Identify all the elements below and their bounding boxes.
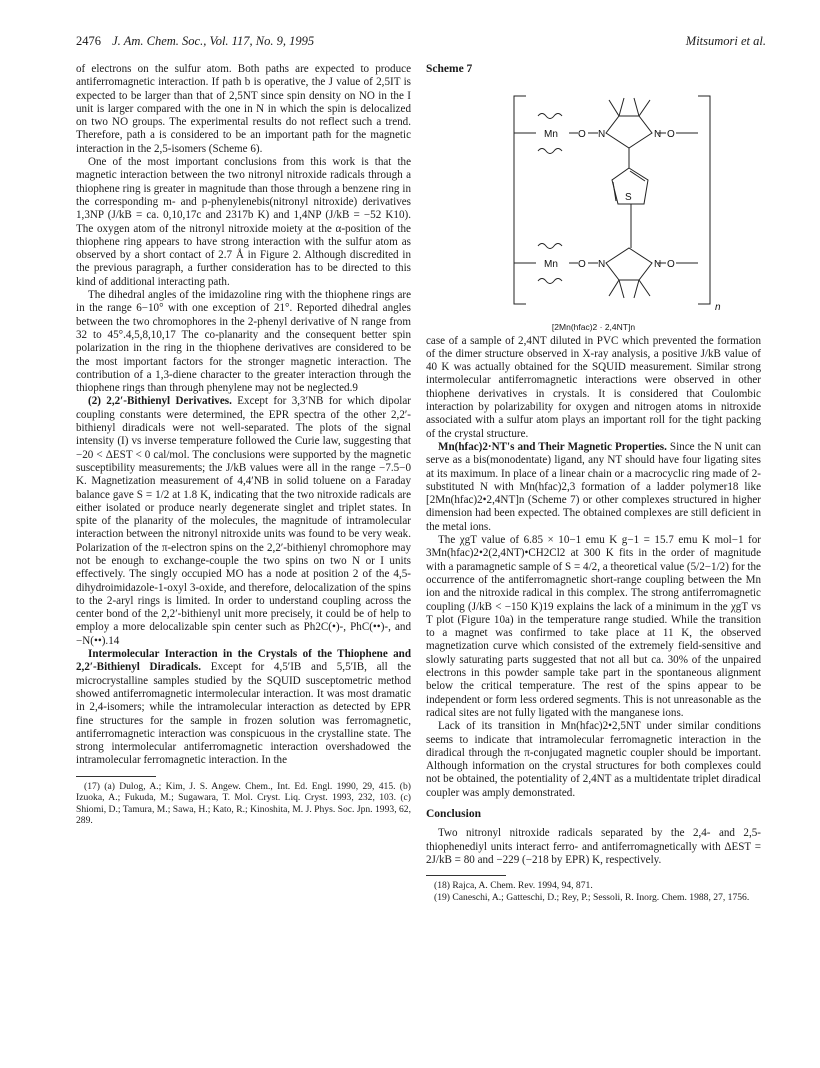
hfac-wave [538, 244, 562, 249]
imidazoline-ring-bottom [606, 248, 652, 280]
svg-text:O: O [667, 129, 675, 141]
footnote-17: (17) (a) Dulog, A.; Kim, J. S. Angew. Chem., Int. Ed. Engl. 1990, 29, 415. (b) Izuoka, A.; Fukuda, M.; Sugawara, T. Mol. Cryst. Liq. Cryst. 1993, 232, 103. (c) Shiomi, D.; Tamura, M.; Sawa, H.; Kato, R.; Kinoshita, M. J. Phys. Soc. Jpn. 1993, 62, 289. [76, 780, 411, 827]
scheme-caption: [2Mn(hfac)2 · 2,4NT]n [551, 322, 636, 333]
paragraph: The dihedral angles of the imidazoline ring with the thiophene rings are in the range 6−10° with one exception of 21°. Reported dihedral angles between the two chromophores in the 2-phenyl derivative of N range from 32 to 45°.4,5,8,10,17 The co-planarity and the consequent better spin polarization in the ring in the thiophene derivatives are considered to be the most important factors for the stronger magnetic interaction. The contribution of a 1,3-diene character to the greater interaction through the thiophene rings than through phenylene may not be neglected.9 [76, 289, 411, 395]
paragraph: One of the most important conclusions from this work is that the magnetic interaction between the two nitronyl nitroxide radicals through a thiophene ring is greater in magnitude than those through a benzene ring in the corresponding m- and p-phenylenebis(nitronyl nitroxide) derivatives 1,3NP (J/kB = ca. 0,10,17c and 2317b K) and 1,4NP (J/kB = −52 K10). The oxygen atom of the nitronyl nitroxide moiety at the α-position of the thiophene ring appears to have strong interaction with the sulfur atom as observed by a short contact of 2.7 Å in Figure 2. Although discredited in the previous paragraph, a further consideration has to be directed to this kind of additional interacting path. [76, 156, 411, 288]
svg-text:S: S [625, 192, 632, 204]
svg-text:O: O [578, 259, 586, 271]
svg-text:Mn: Mn [544, 259, 558, 271]
paragraph: of electrons on the sulfur atom. Both paths are expected to produce antiferromagnetic interaction. If path b is operative, the J value of 2,5IT is expected to be larger than that of 2,5NT since spin density on NO in the I unit is larger compared with the one in N in which the spin is delocalized on two NO groups. The experimental results do not reflect such a trend. Therefore, path a is considered to be an important path for the magnetic interaction in the 2,5-isomers (Scheme 6). [76, 63, 411, 155]
paragraph: Intermolecular Interaction in the Crystals of the Thiophene and 2,2′-Bithienyl Diradicals. Except for 4,5′IB and 5,5′IB, all the microcrystalline samples studied by the SQUID susceptometric method showed antiferromagnetic intermolecular interaction. It was most dramatic in 2,4-isomers; while the intramolecular interaction as detected by EPR fine structures for the sample in frozen solution was ferromagnetic, antiferromagnetic interaction was conspicuous in the crystalline state. The strong intermolecular antiferromagnetic interaction overshadowed the intramolecular ferromagnetic interaction. In the [76, 648, 411, 767]
svg-text:N: N [598, 259, 606, 271]
hfac-wave [538, 279, 562, 284]
svg-text:n: n [715, 302, 721, 314]
svg-text:N: N [598, 129, 606, 141]
footnotes [426, 880, 761, 903]
right-column [426, 63, 761, 903]
paragraph: case of a sample of 2,4NT diluted in PVC which prevented the formation of the dimer structure observed in X-ray analysis, a positive J/kB value of 40 K was actually obtained for the SQUID measurement. Similar strong intermolecular antiferromagnetic interactions were observed in other thiophene derivatives in crystals. It is considered that Coulombic interaction by polarizability for oxygen and nitrogen atoms in nitroxide associated with a sulfur atom plays an important roll for the tight packing of the crystal structure. [426, 334, 761, 440]
atom-labels [544, 129, 721, 313]
paragraph: Two nitronyl nitroxide radicals separated by the 2,4- and 2,5-thiophenediyl units interact ferro- and antiferromagnetically with ΔEST = 2J/kB = 80 and −229 (−218 by EPR) K, respectively. [426, 827, 761, 866]
paragraph: The χgT value of 6.85 × 10−1 emu K g−1 = 15.7 emu K mol−1 for 3Mn(hfac)2•2(2,4NT)•CH2Cl2 at 300 K fits in the order of magnitude with a paramagnetic sample of S = 4/2, a theoretical value (5/2−1/2) for the occurrence of the antiferromagnetic short-range coupling between the Mn ion and the nitroxide radical in this complex. The strong antiferromagnetic coupling (J/kB < −150 K)19 explains the lack of a minimum in the χgT vs T plot (Figure 10a) in the temperature range studied. While the transition to a magnet was confirmed to take place at 11 K, the observed magnetization curve which consisted of the extremely field-sensitive and slowly saturating parts suggested that not all but ca. 30% of the unpaired electrons in this powder sample take part in the spontaneous alignment below the critical temperature. The rest of the spins appear to be independent or form less ordered segments. This is not unreasonable as the radical sites are not fully ligated with the manganese ions. [426, 534, 761, 719]
footnote-divider [76, 776, 156, 777]
section-heading-conclusion: Conclusion [426, 807, 481, 820]
svg-text:N: N [654, 129, 662, 141]
footnote-19: (19) Caneschi, A.; Gatteschi, D.; Rey, P.; Sessoli, R. Inorg. Chem. 1988, 27, 1756. [434, 891, 750, 903]
svg-text:Mn: Mn [544, 129, 558, 141]
scheme-title: Scheme 7 [426, 63, 473, 75]
hfac-wave [538, 149, 562, 154]
page-number: 2476 [76, 34, 101, 48]
hfac-wave [538, 114, 562, 119]
left-bracket [514, 96, 526, 304]
paragraph-heading: (2) 2,2′-Bithienyl Derivatives. [88, 395, 232, 408]
imidazoline-ring-top [606, 116, 652, 148]
footnotes [76, 781, 411, 827]
left-column [76, 63, 411, 827]
paragraph-heading: Mn(hfac)2·NT's and Their Magnetic Properties. [438, 440, 667, 453]
paragraph: (2) 2,2′-Bithienyl Derivatives. Except for 3,3′NB for which dipolar coupling constants were determined, the EPR spectra of the other 2,2′-bithienyl diradicals were not well-separated. The plots of the signal intensity (I) vs inverse temperature followed the Curie law, suggesting that −20 < ΔEST < 0 cal/mol. The conclusions were supported by the magnetic susceptibility measurements; the J/kB values were all in the range −7.5−0 K. Magnetization measurement of 4,4′NB in solid toluene on a Faraday balance gave S = 1/2 at 1.8 K, indicating that the two nitroxide radicals are either isolated or produce nearly degenerate singlet and triplet states. In spite of the planarity of the molecules, the magnitude of intramolecular interaction between the nitronyl nitroxide units was found to be very weak. Polarization of the π-electron spins on the 2,2′-bithienyl chromophore may not be enough to exchange-couple the two spins on two N or I units effectively. The singly occupied MO has a node at position 2 of the 4,5-dihydroimidazole-1-oxyl 3-oxide, and therefore, delocalization of the spins to the 2-aryl rings is limited. In order to understand coupling across the center bond of the 2,2′-bithienyl unit more precisely, it could be of help to employ a more delocalizable spin center such as Ph2C(•)-, PhC(••)-, and −N(••).14 [76, 395, 411, 647]
svg-text:O: O [578, 129, 586, 141]
running-header [76, 34, 766, 52]
footnote-divider [426, 875, 506, 876]
paragraph: Mn(hfac)2·NT's and Their Magnetic Properties. Since the N unit can serve as a bis(monodentate) ligand, any NT should have four ligating sites at its maximum. In place of a linear chain or a macrocyclic ring made of 2-substituted N with Mn(hfac)2,3 formation of a ladder polymer18 like [2Mn(hfac)2•2,4NT]n (Scheme 7) or other complexes structured in higher dimension had been expected. The obtained complexes are still deficient in the metal ions. [426, 440, 762, 533]
scheme-7-structure [426, 76, 761, 321]
paragraph: Lack of its transition in Mn(hfac)2•2,5NT under similar conditions seems to indicate that intramolecular ferromagnetic interaction in the diradical through the π-conjugated magnetic coupler should be important. Although information on the crystal structures for both complexes could not be obtained, the potentiality of 2,4NT as a multidentate triplet diradical coupler was amply demonstrated. [426, 720, 761, 799]
right-bracket [698, 96, 710, 304]
svg-text:O: O [667, 259, 675, 271]
footnote-18: (18) Rajca, A. Chem. Rev. 1994, 94, 871. [434, 880, 593, 892]
journal-citation: J. Am. Chem. Soc., Vol. 117, No. 9, 1995 [112, 34, 315, 48]
author-running-head: Mitsumori et al. [685, 34, 766, 48]
svg-text:N: N [654, 259, 662, 271]
paragraph-heading: Intermolecular Interaction in the Crystals of the Thiophene and 2,2′-Bithienyl Diradicals. [76, 648, 411, 674]
scheme-7-figure [426, 76, 761, 321]
